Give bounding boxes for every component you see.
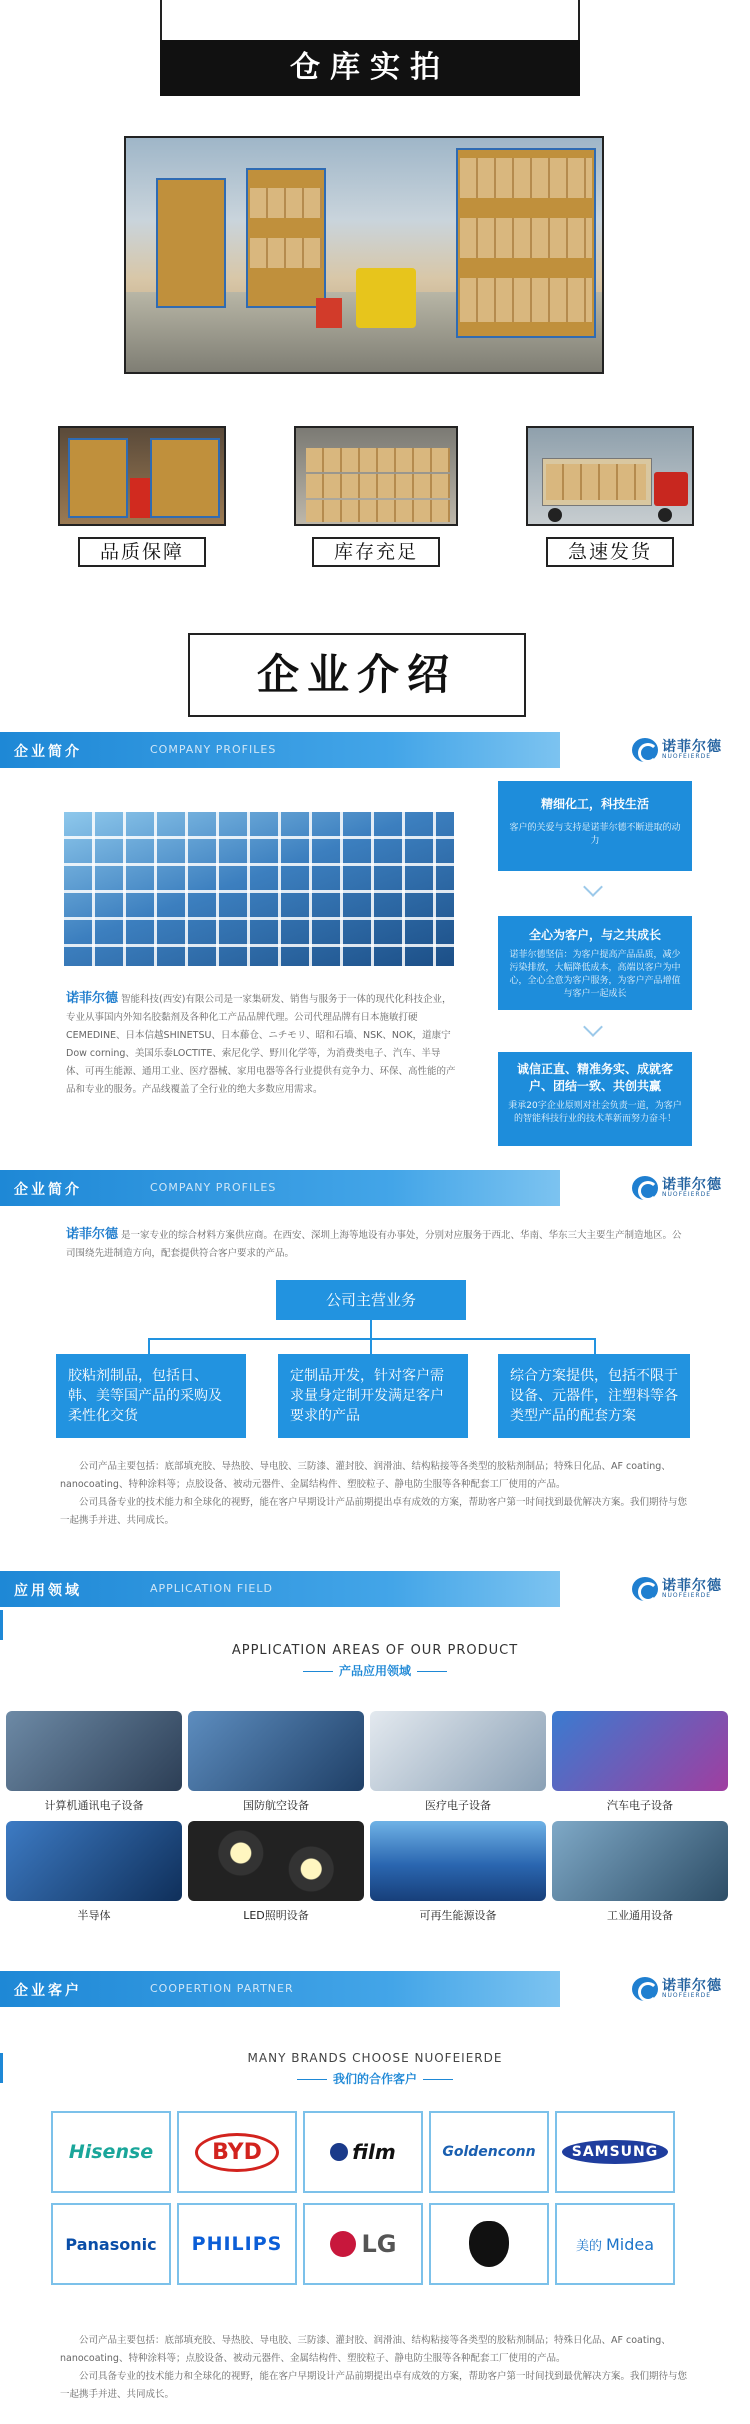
company-logo: 诺菲尔德 NUOFEIERDE <box>632 736 742 764</box>
field-label: LED照明设备 <box>243 1909 309 1922</box>
chevron-down-icon <box>583 877 603 897</box>
warehouse-photo-quality <box>58 426 226 526</box>
field-label: 汽车电子设备 <box>607 1799 673 1812</box>
warehouse-title: 仓库实拍 <box>160 40 580 96</box>
partner-logo-hisense: Hisense <box>51 2111 171 2193</box>
value-card-3: 诚信正直、精准务实、成就客户、团结一致、共创共赢 秉承20字企业原则对社会负责一道，为客户的智能科技行业的技术革新而努力奋斗！ <box>498 1052 692 1146</box>
business-box-2: 定制品开发，针对客户需求量身定制开发满足客户要求的产品 <box>278 1354 468 1438</box>
partner-logo-samsung: SAMSUNG <box>555 2111 675 2193</box>
warehouse-photo-main <box>124 136 604 374</box>
business-box-1: 胶粘剂制品，包括日、韩、美等国产品的采购及柔性化交货 <box>56 1354 246 1438</box>
field-label: 工业通用设备 <box>607 1909 673 1922</box>
business-title: 公司主营业务 <box>276 1280 466 1320</box>
field-image-computer <box>6 1711 182 1791</box>
title-top-line <box>578 0 580 40</box>
caption-stock: 库存充足 <box>312 537 440 567</box>
field-image-renewable <box>370 1821 546 1901</box>
logo-icon <box>632 1577 658 1601</box>
partners-heading-en: MANY BRANDS CHOOSE NUOFEIERDE <box>247 2051 503 2065</box>
section-header-profile-2: 企业简介 COMPANY PROFILES 诺菲尔德 NUOFEIERDE <box>0 1170 750 1206</box>
logo-icon <box>632 1176 658 1200</box>
business-desc-1: 公司产品主要包括：底部填充胶、导热胶、导电胶、三防漆、灌封胶、润滑油、结构粘接等各类型的胶粘剂制品；特殊日化品、AF coating、nanocoating、特种涂料等；点胶设备、被动元器件、金属结构件、塑胶粒子、静电防尘服等各种配套工厂使用的产品。 <box>60 1461 671 1490</box>
business-connector <box>148 1338 150 1354</box>
field-image-automotive <box>552 1711 728 1791</box>
logo-icon <box>632 1977 658 2001</box>
logo-icon <box>632 738 658 762</box>
value-card-2: 全心为客户，与之共成长 诺菲尔德坚信：为客户提高产品品质，减少污染排放，大幅降低成本，高端以客户为中心，全心全意为客户服务，为客户产品增值与客户一起成长 <box>498 916 692 1010</box>
application-heading-en: APPLICATION AREAS OF OUR PRODUCT <box>231 1643 519 1658</box>
warehouse-photo-delivery <box>526 426 694 526</box>
field-image-aviation <box>188 1711 364 1791</box>
profile-text: 诺菲尔德 智能科技(西安)有限公司是一家集研发、销售与服务于一体的现代化科技企业，专业从事国内外知名胶黏剂及各种化工产品品牌代理。公司代理品牌有日本施敏打硬 CEMEDINE、日本信越SHINETSU、日本藤仓、ニチモリ、昭和石墙、NSK、NOK，道康宁Dow corning、美国乐泰LOCTITE、索尼化学、野川化学等，为消费类电子、汽车、半导体、可再生能源、通用工业、医疗器械、家用电器等各行业提供有竞争力、环保、高性能的产品和专业的服务。产品线覆盖了全行业的绝大多数应用需求。 <box>66 991 456 1095</box>
field-image-medical <box>370 1711 546 1791</box>
business-connector <box>370 1338 372 1354</box>
business-connector <box>370 1320 372 1338</box>
section-header-partners: 企业客户 COOPERTION PARTNER 诺菲尔德 NUOFEIERDE <box>0 1971 750 2007</box>
caption-quality: 品质保障 <box>78 537 206 567</box>
field-image-industrial <box>552 1821 728 1901</box>
partner-logo-film: film <box>303 2111 423 2193</box>
company-logo: 诺菲尔德 NUOFEIERDE <box>632 1975 742 2003</box>
field-image-led <box>188 1821 364 1901</box>
partner-logo-lg: LG <box>303 2203 423 2285</box>
caption-delivery: 急速发货 <box>546 537 674 567</box>
field-label: 半导体 <box>77 1909 111 1922</box>
field-label: 可再生能源设备 <box>419 1909 497 1922</box>
chevron-down-icon <box>583 1017 603 1037</box>
company-logo: 诺菲尔德 NUOFEIERDE <box>632 1575 742 1603</box>
building-photo <box>64 812 454 966</box>
partner-logo-philips: PHILIPS <box>177 2203 297 2285</box>
partners-desc-2: 公司具备专业的技术能力和全球化的视野，能在客户早期设计产品前期提出卓有成效的方案，帮助客户第一时间找到最优解决方案。我们期待与您一起携手并进、共同成长。 <box>60 2371 688 2400</box>
business-connector <box>594 1338 596 1354</box>
field-label: 计算机通讯电子设备 <box>44 1799 144 1812</box>
section-header-application: 应用领域 APPLICATION FIELD 诺菲尔德 NUOFEIERDE <box>0 1571 750 1607</box>
profile-text-2: 诺菲尔德 是一家专业的综合材料方案供应商。在西安、深圳上海等地设有办事处，分别对应服务于西北、华南、华东三大主要生产制造地区。公司围绕先进制造方向，配套提供符合客户要求的产品。 <box>66 1227 682 1259</box>
business-desc-2: 公司具备专业的技术能力和全球化的视野，能在客户早期设计产品前期提出卓有成效的方案，帮助客户第一时间找到最优解决方案。我们期待与您一起携手并进、共同成长。 <box>60 1497 688 1526</box>
partner-logo-apple <box>429 2203 549 2285</box>
warehouse-photo-stock <box>294 426 458 526</box>
application-heading-cn: 产品应用领域 <box>0 1662 750 1679</box>
partners-desc-1: 公司产品主要包括：底部填充胶、导热胶、导电胶、三防漆、灌封胶、润滑油、结构粘接等各类型的胶粘剂制品；特殊日化品、AF coating、nanocoating、特种涂料等；点胶设备、被动元器件、金属结构件、塑胶粒子、静电防尘服等各种配套工厂使用的产品。 <box>60 2335 671 2364</box>
field-label: 国防航空设备 <box>243 1799 309 1812</box>
partners-heading-cn: 我们的合作客户 <box>0 2070 750 2087</box>
intro-banner: 企业介绍 <box>188 633 526 717</box>
section-side-bar <box>0 1610 3 1640</box>
title-top-line <box>160 0 162 40</box>
partner-logo-byd: BYD <box>177 2111 297 2193</box>
partner-logo-goldenconn: Goldenconn <box>429 2111 549 2193</box>
business-box-3: 综合方案提供，包括不限于设备、元器件，注塑料等各类型产品的配套方案 <box>498 1354 690 1438</box>
value-card-1: 精细化工，科技生活 客户的关爱与支持是诺菲尔德不断进取的动力 <box>498 781 692 871</box>
company-logo: 诺菲尔德 NUOFEIERDE <box>632 1174 742 1202</box>
apple-icon <box>469 2221 509 2267</box>
partner-logo-panasonic: Panasonic <box>51 2203 171 2285</box>
section-header-profile: 企业简介 COMPANY PROFILES 诺菲尔德 NUOFEIERDE <box>0 732 750 768</box>
field-image-semiconductor <box>6 1821 182 1901</box>
field-label: 医疗电子设备 <box>425 1799 491 1812</box>
partner-logo-midea: 美的 Midea <box>555 2203 675 2285</box>
